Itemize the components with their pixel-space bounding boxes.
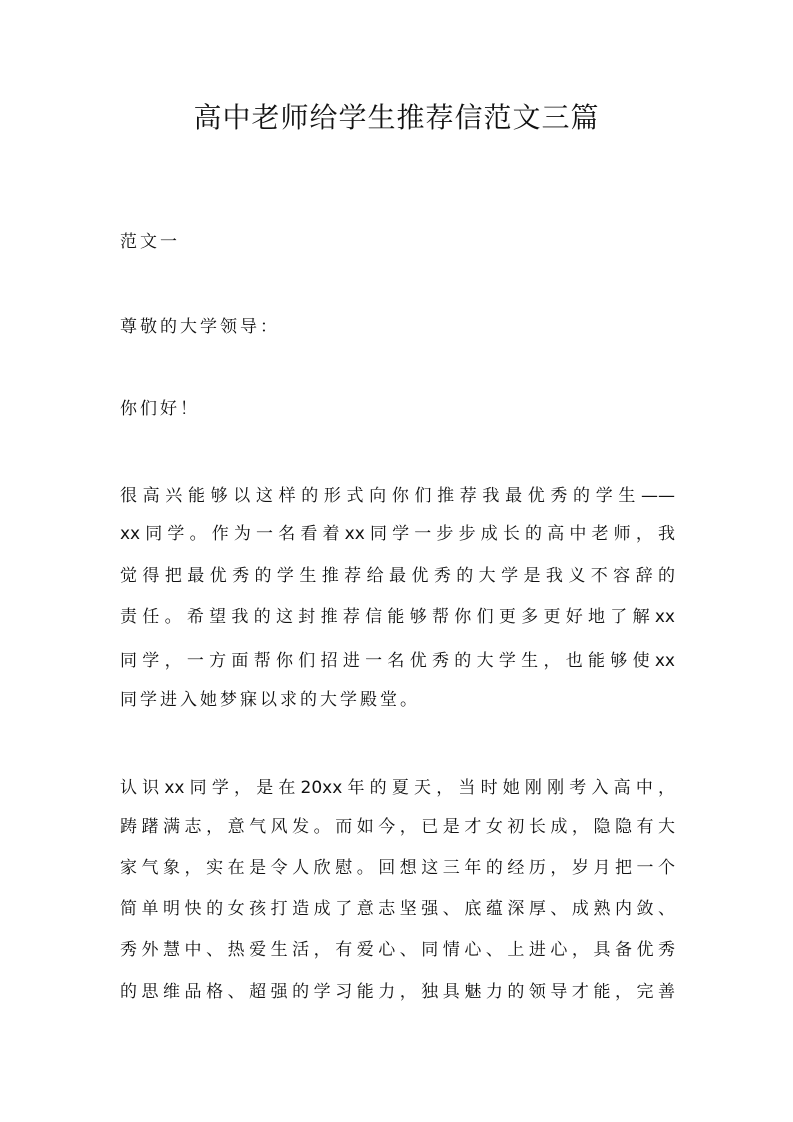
paragraph-2-line: 简单明快的女孩打造成了意志坚强、底蕴深厚、成熟内敛、: [120, 899, 675, 919]
document-title: 高中老师给学生推荐信范文三篇: [193, 101, 600, 134]
paragraph-2-line: 秀外慧中、热爱生活，有爱心、同情心、上进心，具备优秀: [120, 940, 675, 960]
salutation: 尊敬的大学领导：: [120, 317, 280, 337]
paragraph-2-line: 认识xx同学，是在20xx年的夏天，当时她刚刚考入高中，: [120, 778, 675, 798]
paragraph-1-line: 觉得把最优秀的学生推荐给最优秀的大学是我义不容辞的: [120, 566, 675, 586]
paragraph-1-line: 责任。希望我的这封推荐信能够帮你们更多更好地了解xx: [120, 607, 675, 627]
paragraph-2-line: 踌躇满志，意气风发。而如今，已是才女初长成，隐隐有大: [120, 817, 675, 837]
paragraph-1-line: xx同学。作为一名看着xx同学一步步成长的高中老师，我: [120, 524, 675, 544]
paragraph-1-line: 同学，一方面帮你们招进一名优秀的大学生，也能够使xx: [120, 651, 675, 671]
section-label: 范文一: [120, 232, 180, 252]
paragraph-2-line: 的思维品格、超强的学习能力，独具魅力的领导才能，完善: [120, 982, 675, 1002]
paragraph-1-line: 很高兴能够以这样的形式向你们推荐我最优秀的学生——: [120, 486, 675, 506]
paragraph-1-line: 同学进入她梦寐以求的大学殿堂。: [120, 690, 420, 710]
paragraph-2-line: 家气象，实在是令人欣慰。回想这三年的经历，岁月把一个: [120, 858, 675, 878]
greeting: 你们好！: [120, 399, 200, 419]
